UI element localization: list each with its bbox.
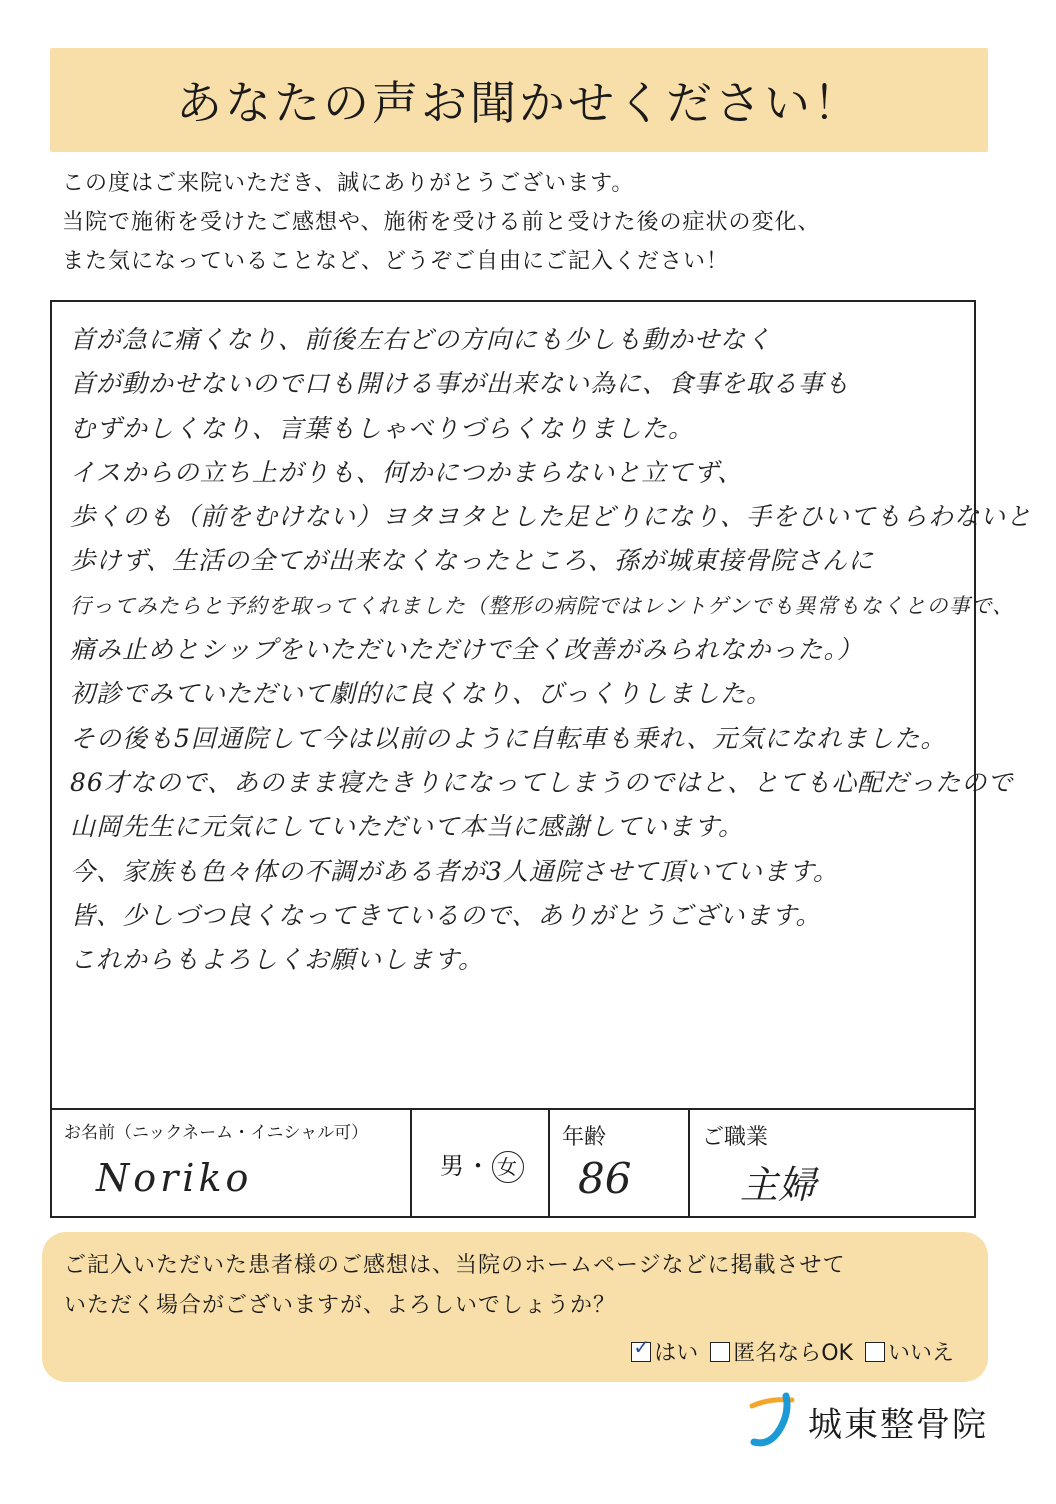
comment-box bbox=[50, 300, 1033, 1108]
gender-cell bbox=[412, 1110, 550, 1216]
comment-line: 今、家族も色々体の不調がある者が3人通院させて頂いています。 bbox=[70, 856, 839, 886]
intro-line: 当院で施術を受けたご感想や、施術を受ける前と受けた後の症状の変化、 bbox=[62, 210, 821, 235]
checkmark-icon: ✓ bbox=[633, 1334, 650, 1359]
comment-line: 山岡先生に元気にしていただいて本当に感謝しています。 bbox=[70, 812, 745, 842]
consent-line: ご記入いただいた患者様のご感想は、当院のホームページなどに掲載させて bbox=[64, 1253, 846, 1278]
comment-line: 首が急に痛くなり、前後左右どの方向にも少しも動かせなく bbox=[70, 325, 773, 354]
clinic-logo-icon bbox=[748, 1392, 800, 1450]
name-value: Noriko bbox=[96, 1156, 253, 1200]
intro-line: この度はご来院いただき、誠にありがとうございます。 bbox=[62, 171, 635, 196]
job-cell bbox=[690, 1110, 974, 1216]
option-anonymous[interactable] bbox=[710, 1336, 853, 1367]
handwritten-comment bbox=[70, 318, 1033, 982]
job-value: 主婦 bbox=[740, 1163, 817, 1207]
comment-line: これからもよろしくお願いします。 bbox=[70, 945, 485, 975]
title-band bbox=[50, 48, 988, 152]
comment-line: 皆、少しづつ良くなってきているので、ありがとうございます。 bbox=[70, 900, 822, 930]
comment-line: イスからの立ち上がりも、何かにつかまらないと立てず、 bbox=[70, 457, 744, 487]
option-anonymous-label: 匿名ならOK bbox=[733, 1341, 853, 1366]
name-label: お名前（ニックネーム・イニシャル可） bbox=[64, 1123, 369, 1143]
consent-line: いただく場合がございますが、よろしいでしょうか？ bbox=[64, 1293, 617, 1318]
intro-text bbox=[62, 164, 992, 281]
gender-options bbox=[440, 1146, 524, 1183]
intro-line: また気になっていることなど、どうぞご自由にご記入ください！ bbox=[62, 249, 730, 274]
checkbox-no[interactable] bbox=[865, 1342, 885, 1362]
comment-line: 首が動かせないので口も開ける事が出来ない為に、食事を取る事も bbox=[70, 369, 851, 399]
comment-line: 痛み止めとシップをいただいただけで全く改善がみられなかった。） bbox=[70, 635, 864, 665]
comment-line: 初診でみていただいて劇的に良くなり、びっくりしました。 bbox=[70, 679, 773, 709]
name-cell bbox=[52, 1110, 412, 1216]
option-no[interactable] bbox=[865, 1336, 954, 1367]
option-yes[interactable] bbox=[631, 1336, 698, 1367]
consent-panel bbox=[42, 1232, 988, 1382]
info-row bbox=[50, 1108, 976, 1218]
comment-line: その後も5回通院して今は以前のように自転車も乗れ、元気になれました。 bbox=[70, 723, 947, 753]
comment-line: 歩けず、生活の全てが出来なくなったところ、孫が城東接骨院さんに bbox=[70, 546, 875, 576]
option-no-label: いいえ bbox=[887, 1341, 954, 1366]
consent-text bbox=[64, 1246, 984, 1326]
gender-female-circled: 女 bbox=[492, 1151, 524, 1183]
age-label: 年齢 bbox=[562, 1125, 607, 1150]
gender-separator: ・ bbox=[466, 1152, 492, 1180]
comment-line: 行ってみたらと予約を取ってくれました（整形の病院ではレントゲンでも異常もなくとの事で、 bbox=[70, 593, 1015, 618]
clinic-name: 城東整骨院 bbox=[808, 1404, 988, 1445]
age-cell bbox=[550, 1110, 690, 1216]
comment-line: むずかしくなり、言葉もしゃべりづらくなりました。 bbox=[70, 413, 695, 443]
comment-line: 歩くのも（前をむけない）ヨタヨタとした足どりになり、手をひいてもらわないと bbox=[70, 502, 1033, 532]
option-yes-label: はい bbox=[654, 1341, 699, 1366]
consent-options bbox=[631, 1336, 954, 1367]
checkbox-anonymous[interactable] bbox=[710, 1342, 730, 1362]
age-value: 86 bbox=[578, 1154, 632, 1203]
comment-line: 86才なので、あのまま寝たきりになってしまうのではと、とても心配だったので bbox=[70, 767, 1014, 797]
clinic-brand bbox=[748, 1392, 988, 1450]
page-title: あなたの声お聞かせください！ bbox=[176, 76, 862, 130]
job-label: ご職業 bbox=[702, 1125, 769, 1150]
gender-male: 男 bbox=[440, 1152, 466, 1180]
checkbox-yes-checked[interactable] bbox=[631, 1334, 651, 1362]
